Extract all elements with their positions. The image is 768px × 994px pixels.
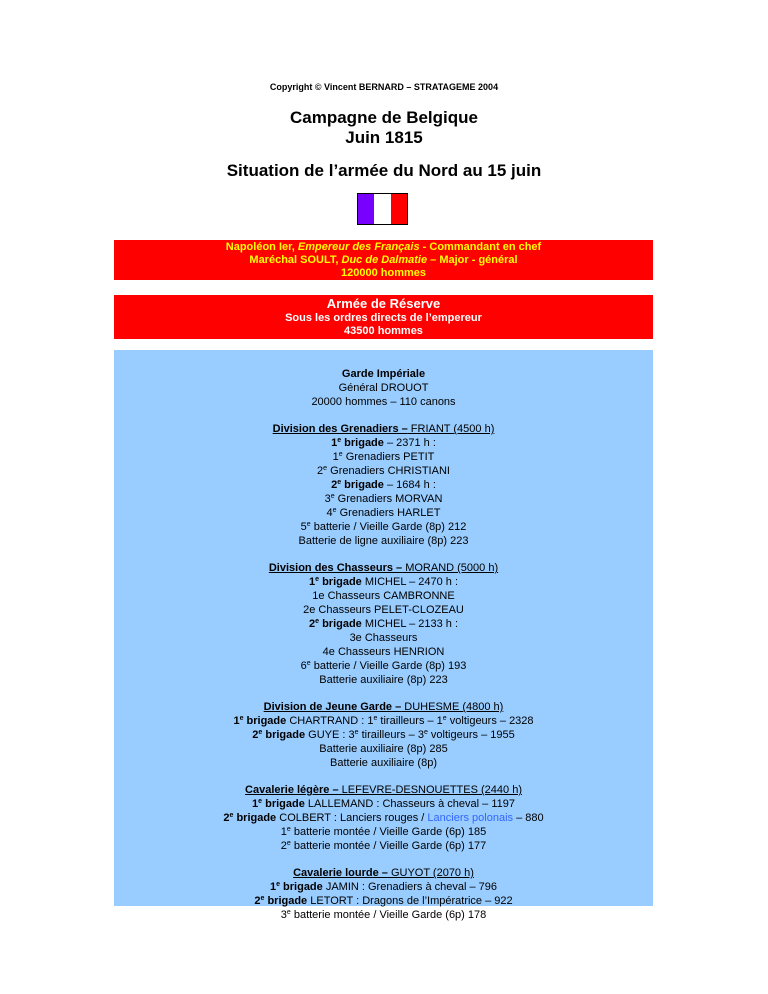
battery-line: 1e batterie montée / Vieille Garde (6p) 185 (280, 826, 487, 838)
garde-header (114, 367, 653, 409)
battery-line: Batterie de ligne auxiliaire (8p) 223 (298, 535, 469, 547)
situation-heading: Situation de l’armée du Nord au 15 juin (226, 161, 542, 180)
garde-strength: 20000 hommes – 110 canons (311, 396, 456, 408)
garde-title: Garde Impériale (341, 368, 426, 380)
reserve-banner (114, 295, 653, 339)
command-line-2: Maréchal SOULT, Duc de Dalmatie – Major - général (249, 254, 518, 266)
brigade-line: 1e brigade LALLEMAND : Chasseurs à cheval – 1197 (252, 798, 515, 810)
regiment-line: 3e Grenadiers MORVAN (324, 493, 443, 505)
brigade-line: 2e brigade GUYE : 3e tirailleurs – 3e voltigeurs – 1955 (252, 729, 515, 741)
division-heading: Division de Jeune Garde – DUHESME (4800 h) (263, 701, 504, 713)
battery-line: 3e batterie montée / Vieille Garde (6p) 178 (280, 909, 487, 921)
copyright-notice: Copyright © Vincent BERNARD – STRATAGEME 2004 (269, 82, 499, 92)
garde-imperiale-panel (114, 350, 653, 921)
flag-stripe-blue (358, 194, 374, 224)
battery-line: Batterie auxiliaire (8p) (330, 757, 437, 769)
regiment-line: 4e Grenadiers HARLET (326, 507, 441, 519)
brigade-line: 1e brigade CHARTRAND : 1e tirailleurs – 1e voltigeurs – 2328 (233, 715, 534, 727)
battery-line: Batterie auxiliaire (8p) 223 (319, 674, 448, 686)
french-flag-icon (357, 193, 408, 225)
cavalerie-legere-division (114, 783, 653, 853)
division-heading: Cavalerie lourde – GUYOT (2070 h) (293, 867, 474, 879)
regiment-line: 2e Grenadiers CHRISTIANI (317, 465, 450, 477)
brigade-line: 2e brigade LETORT : Dragons de l’Impératrice – 922 (254, 895, 513, 907)
cavalerie-lourde-division (114, 866, 653, 922)
brigade-line: 2e brigade – 1684 h : (331, 479, 436, 491)
regiment-line: 4e Chasseurs HENRION (322, 646, 445, 658)
reserve-strength: 43500 hommes (344, 325, 423, 337)
page-title (0, 108, 768, 148)
battery-line: 5e batterie / Vieille Garde (8p) 212 (300, 521, 467, 533)
regiment-line: 1e Chasseurs CAMBRONNE (312, 590, 455, 602)
battery-line: Batterie auxiliaire (8p) 285 (319, 743, 448, 755)
regiment-line: 2e Chasseurs PELET-CLOZEAU (303, 604, 464, 616)
flag-stripe-red (391, 194, 407, 224)
reserve-subtitle: Sous les ordres directs de l’empereur (285, 312, 482, 324)
command-line-1: Napoléon Ier, Empereur des Français - Commandant en chef (225, 241, 542, 253)
jeune-garde-division (114, 700, 653, 770)
subtitle-line: Juin 1815 (345, 128, 423, 147)
lanciers-polonais-text: Lanciers polonais (427, 812, 514, 824)
flag-stripe-white (374, 194, 390, 224)
regiment-line: 1e Grenadiers PETIT (332, 451, 435, 463)
brigade-line: 1e brigade MICHEL – 2470 h : (308, 576, 459, 588)
brigade-line: 1e brigade JAMIN : Grenadiers à cheval – 796 (269, 881, 498, 893)
garde-general: Général DROUOT (338, 382, 429, 394)
command-banner (114, 240, 653, 280)
brigade-line: 2e brigade COLBERT : Lanciers rouges / Lanciers polonais – 880 (223, 812, 544, 824)
battery-line: 2e batterie montée / Vieille Garde (6p) 177 (280, 840, 487, 852)
chasseurs-division (114, 561, 653, 687)
division-heading: Division des Chasseurs – MORAND (5000 h) (268, 562, 499, 574)
brigade-line: 2e brigade MICHEL – 2133 h : (308, 618, 459, 630)
brigade-line: 1e brigade – 2371 h : (331, 437, 436, 449)
battery-line: 6e batterie / Vieille Garde (8p) 193 (300, 660, 467, 672)
grenadiers-division (114, 422, 653, 548)
regiment-line: 3e Chasseurs (349, 632, 418, 644)
reserve-title: Armée de Réserve (326, 296, 441, 311)
division-heading: Division des Grenadiers – FRIANT (4500 h) (272, 423, 495, 435)
title-line: Campagne de Belgique (290, 108, 478, 127)
command-line-3: 120000 hommes (341, 267, 426, 279)
division-heading: Cavalerie légère – LEFEVRE-DESNOUETTES (2440 h) (245, 784, 522, 796)
